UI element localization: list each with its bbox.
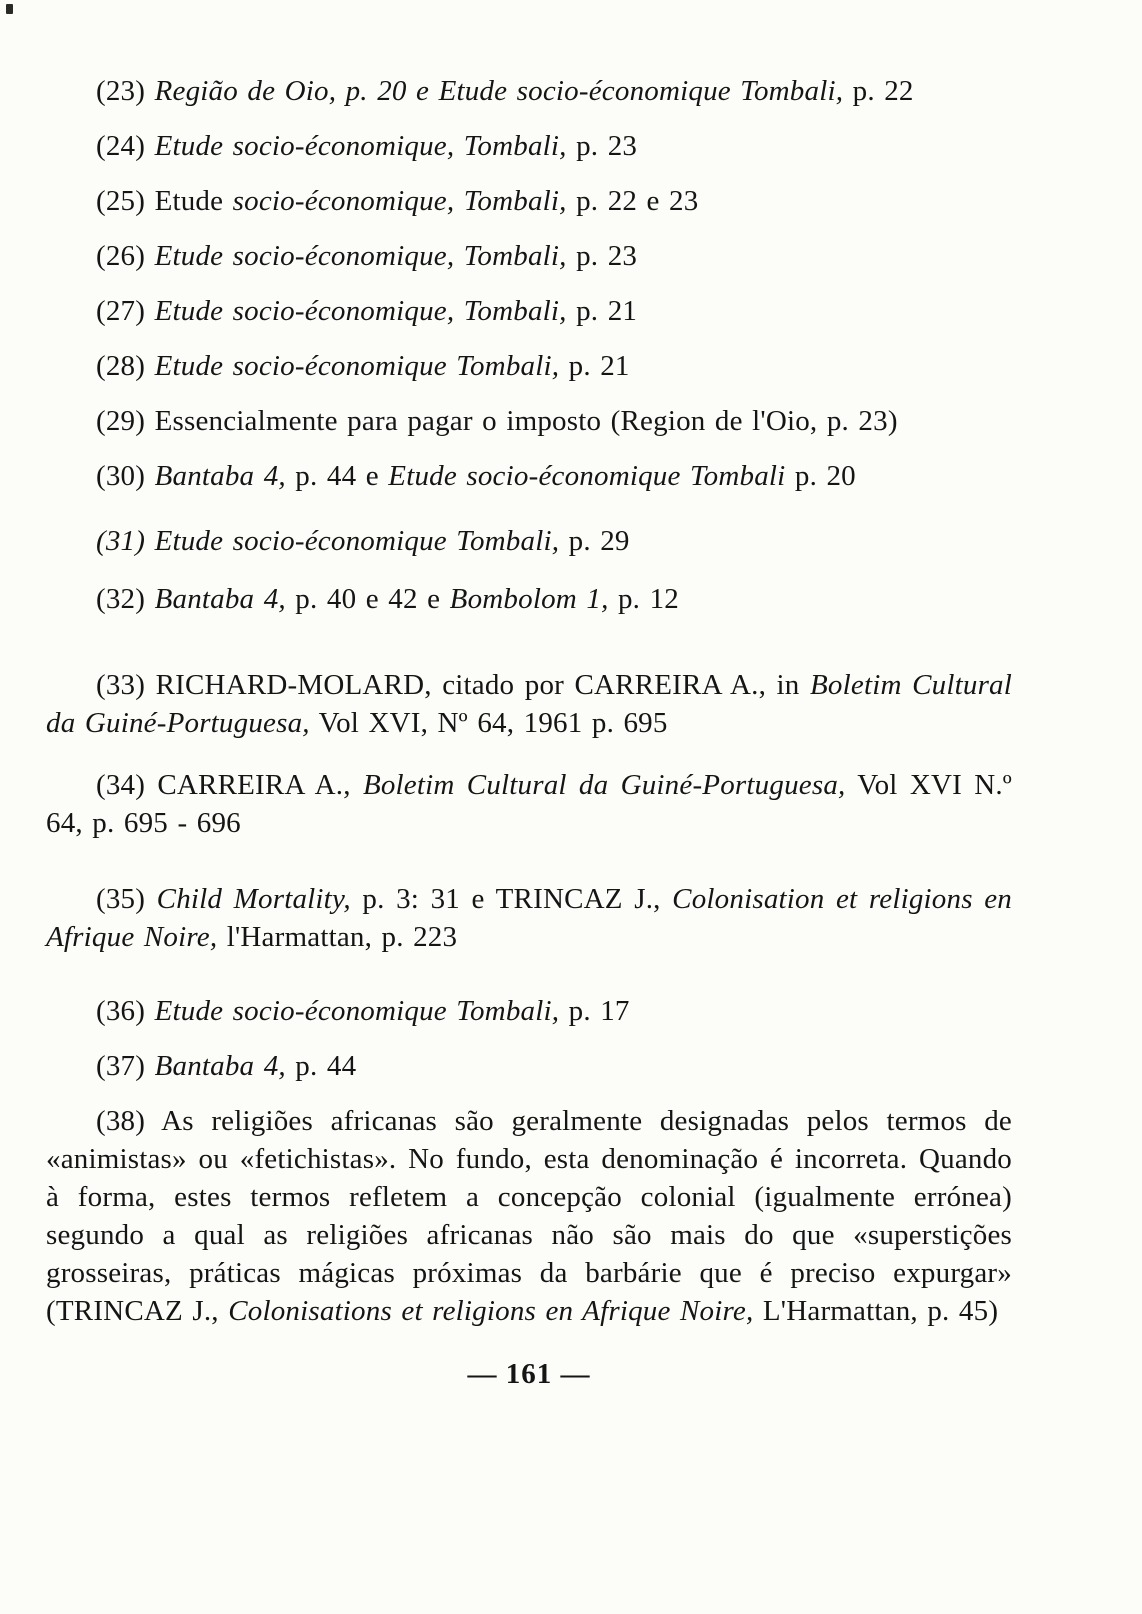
footnote-text-segment: p. 44 e: [285, 460, 389, 492]
footnote-text-segment: p. 22 e 23: [566, 185, 699, 217]
footnote: [46, 127, 1012, 165]
footnote: [46, 666, 1012, 742]
footnote: [46, 182, 1012, 220]
footnote-title-segment: socio-économique, Tombali,: [232, 185, 567, 217]
footnote-title-segment: Região de Oio, p. 20 e Etude socio-économique Tombali,: [154, 75, 844, 107]
footnote-text-segment: p. 21: [566, 295, 638, 327]
footnote-text-segment: p. 23: [566, 130, 638, 162]
footnote-text-segment: (28): [96, 350, 155, 382]
footnote-title-segment: (31) Etude socio-économique Tombali,: [96, 525, 560, 557]
footnote-text-segment: Vol XVI, Nº 64, 1961 p. 695: [309, 707, 668, 739]
footnote-title-segment: Etude socio-économique, Tombali,: [154, 295, 567, 327]
footnote-title-segment: Bantaba 4,: [154, 460, 286, 492]
footnote-text-segment: (37): [96, 1050, 155, 1082]
footnote-title-segment: Etude socio-économique, Tombali,: [154, 240, 567, 272]
footnote: [46, 992, 1012, 1030]
footnote-text-segment: p. 22: [843, 75, 914, 107]
footnote-text-segment: p. 12: [608, 583, 679, 615]
footnote-title-segment: Bantaba 4,: [154, 1050, 286, 1082]
footnote: [46, 1102, 1012, 1330]
footnote-text-segment: (25) Etude: [96, 185, 233, 217]
footnote: [46, 457, 1012, 495]
footnote-title-segment: Etude socio-économique Tombali,: [154, 995, 560, 1027]
footnote-text-segment: p. 21: [559, 350, 630, 382]
footnote-text-segment: (27): [96, 295, 155, 327]
footnote-text-segment: p. 29: [559, 525, 630, 557]
scan-artifact: [6, 4, 13, 14]
footnote-text-segment: p. 23: [566, 240, 638, 272]
footnote-text-segment: L'Harmattan, p. 45): [753, 1295, 999, 1327]
footnote-text-segment: p. 3: 31 e TRINCAZ J.,: [350, 883, 673, 915]
footnote-title-segment: Boletim Cultural da Guiné-Portuguesa,: [46, 669, 1013, 739]
footnote-text-segment: Vol XVI N.º 64, p. 695 - 696: [46, 769, 1012, 839]
footnote-title-segment: Child Mortality,: [156, 883, 351, 915]
footnote: [46, 766, 1012, 842]
footnote-text-segment: l'Harmattan, p. 223: [217, 921, 458, 953]
footnote-text-segment: p. 44: [285, 1050, 357, 1082]
footnote-text-segment: (26): [96, 240, 155, 272]
footnote-text-segment: (35): [96, 883, 157, 915]
page-number: — 161 —: [467, 1358, 591, 1390]
footnote-title-segment: Colonisation et religions en Afrique Noire,: [46, 883, 1012, 953]
footnote: [46, 580, 1012, 618]
footnote-text-segment: (24): [96, 130, 155, 162]
footnote-title-segment: Colonisations et religions en Afrique Noire,: [228, 1295, 754, 1327]
footnote: [46, 292, 1012, 330]
footnote-text-segment: (30): [96, 460, 155, 492]
footnote-text-segment: (29) Essencialmente para pagar o imposto (Region de l'Oio, p. 23): [96, 405, 898, 437]
footnote: [46, 402, 1012, 440]
footnote-text-segment: (33) RICHARD-MOLARD, citado por CARREIRA A., in: [96, 669, 811, 701]
footnotes-list: [46, 72, 1012, 1330]
footnote: [46, 347, 1012, 385]
footnote-title-segment: Etude socio-économique Tombali,: [154, 350, 560, 382]
footnote-text-segment: (36): [96, 995, 155, 1027]
footnote-title-segment: Etude socio-économique Tombali: [388, 460, 786, 492]
footnote: [46, 880, 1012, 956]
footnote: [46, 522, 1012, 560]
footnote: [46, 237, 1012, 275]
footnote-text-segment: p. 20: [785, 460, 856, 492]
footnote-text-segment: p. 17: [559, 995, 630, 1027]
footnote-title-segment: Etude socio-économique, Tombali,: [154, 130, 567, 162]
footnote-title-segment: Bombolom 1,: [449, 583, 609, 615]
footnote: [46, 1047, 1012, 1085]
footnotes-block: [46, 72, 1012, 1391]
footnote-title-segment: Bantaba 4,: [154, 583, 286, 615]
footnote-text-segment: p. 40 e 42 e: [285, 583, 450, 615]
footnote: [46, 72, 1012, 110]
footnote-text-segment: (23): [96, 75, 155, 107]
footnote-title-segment: Boletim Cultural da Guiné-Portuguesa,: [362, 769, 846, 801]
footnote-text-segment: (34) CARREIRA A.,: [96, 769, 363, 801]
footnote-text-segment: (32): [96, 583, 155, 615]
footnote-text-segment: (38) As religiões africanas são geralmente designadas pelos termos de «animistas» ou «fetichistas». No fundo, esta denominação é incorreta. Quando à forma, estes termos refletem a concepção colonial (igualmente errónea) segundo a qual as religiões africanas não são mais do que «superstições grosseiras, práticas mágicas próximas da barbárie que é preciso expurgar» (TRINCAZ J.,: [46, 1105, 1012, 1327]
